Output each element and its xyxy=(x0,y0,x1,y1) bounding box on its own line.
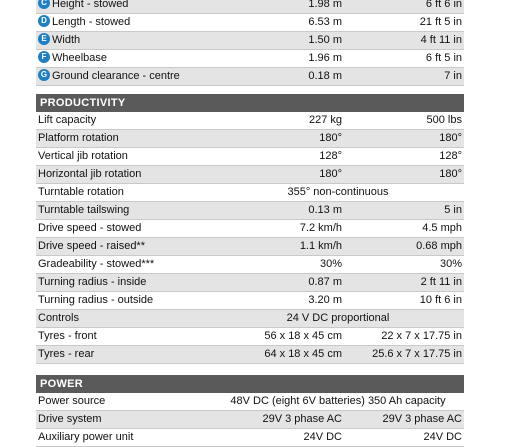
dimension-badge: C xyxy=(38,0,50,9)
table-row: D Length - stowed 6.53 m 21 ft 5 in xyxy=(36,14,464,32)
table-row: Tyres - front 56 x 18 x 45 cm 22 x 7 x 17.75 in xyxy=(36,328,464,346)
productivity-table xyxy=(36,112,464,364)
table-row: Turntable rotation 355° non-continuous xyxy=(36,184,464,202)
table-row: Turning radius - outside 3.20 m 10 ft 6 in xyxy=(36,292,464,310)
table-row: E Width 1.50 m 4 ft 11 in xyxy=(36,32,464,50)
table-row: F Wheelbase 1.96 m 6 ft 5 in xyxy=(36,50,464,68)
section-header-productivity: PRODUCTIVITY xyxy=(36,94,464,112)
table-row: Platform rotation 180° 180° xyxy=(36,130,464,148)
table-row: Gradeability - stowed*** 30% 30% xyxy=(36,256,464,274)
dimension-badge: F xyxy=(38,51,50,63)
table-row: G Ground clearance - centre 0.18 m 7 in xyxy=(36,68,464,86)
table-row: Drive speed - stowed 7.2 km/h 4.5 mph xyxy=(36,220,464,238)
table-row: Horizontal jib rotation 180° 180° xyxy=(36,166,464,184)
spec-sheet xyxy=(36,0,464,447)
table-row: C Height - stowed 1.98 m 6 ft 6 in xyxy=(36,0,464,14)
table-row: Drive system 29V 3 phase AC 29V 3 phase AC xyxy=(36,411,464,429)
dimension-badge: D xyxy=(38,15,50,27)
table-row: Drive speed - raised** 1.1 km/h 0.68 mph xyxy=(36,238,464,256)
table-row: Tyres - rear 64 x 18 x 45 cm 25.6 x 7 x 17.75 in xyxy=(36,346,464,364)
dimension-badge: G xyxy=(38,69,50,81)
table-row: Vertical jib rotation 128° 128° xyxy=(36,148,464,166)
dimension-badge: E xyxy=(38,33,50,45)
table-row: Power source 48V DC (eight 6V batteries) 350 Ah capacity xyxy=(36,393,464,411)
section-header-power: POWER xyxy=(36,375,464,393)
table-row: Turning radius - inside 0.87 m 2 ft 11 in xyxy=(36,274,464,292)
table-row: Lift capacity 227 kg 500 lbs xyxy=(36,112,464,130)
power-table xyxy=(36,393,464,447)
table-row: Auxiliary power unit 24V DC 24V DC xyxy=(36,429,464,447)
table-row: Turntable tailswing 0.13 m 5 in xyxy=(36,202,464,220)
dimensions-table xyxy=(36,0,464,86)
table-row: Controls 24 V DC proportional xyxy=(36,310,464,328)
